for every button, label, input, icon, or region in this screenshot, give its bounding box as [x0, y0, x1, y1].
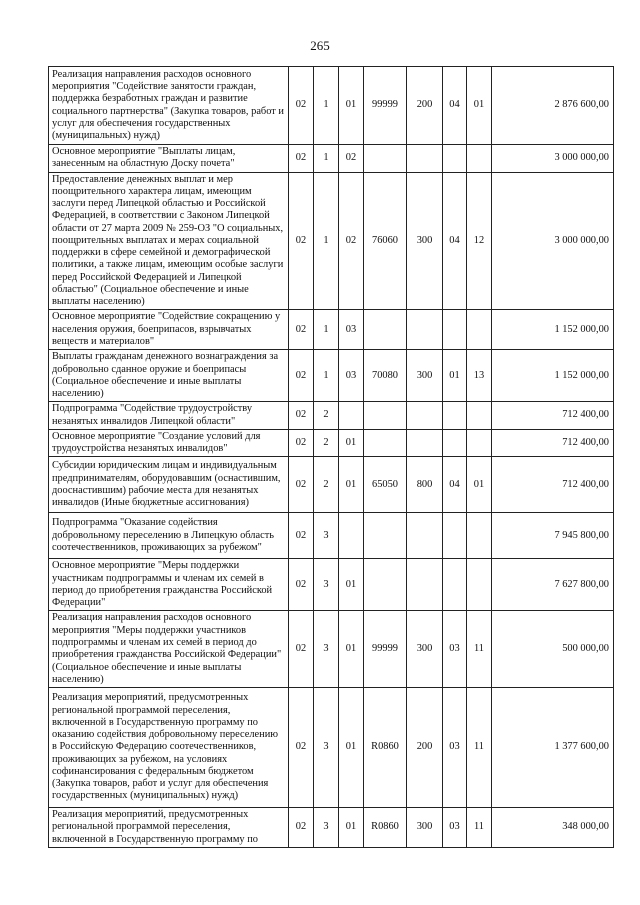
- row-code-cell-c4: [364, 513, 407, 559]
- row-code-cell-c4: 76060: [364, 172, 407, 310]
- row-code-cell-c5: [407, 429, 443, 457]
- row-code-cell-c6: [443, 429, 467, 457]
- row-code-cell-c3: 01: [339, 611, 364, 688]
- table-row: [49, 429, 614, 457]
- row-code-cell-c1: 02: [289, 350, 314, 402]
- row-code-cell-c4: [364, 402, 407, 430]
- row-code-cell-c5: 200: [407, 688, 443, 808]
- row-code-cell-c1: 02: [289, 145, 314, 173]
- row-code-cell-c6: 04: [443, 172, 467, 310]
- row-code-cell-c1: 02: [289, 402, 314, 430]
- row-code-cell-c6: [443, 402, 467, 430]
- row-code-cell-c1: 02: [289, 559, 314, 611]
- row-code-cell-c5: [407, 513, 443, 559]
- row-code-cell-c3: 01: [339, 559, 364, 611]
- row-code-cell-c6: 03: [443, 688, 467, 808]
- row-code-cell-c7: 12: [467, 172, 492, 310]
- row-code-cell-c1: 02: [289, 688, 314, 808]
- row-code-cell-c4: 70080: [364, 350, 407, 402]
- row-code-cell-c2: 3: [314, 559, 339, 611]
- row-code-cell-c3: 01: [339, 808, 364, 848]
- table-row: [49, 559, 614, 611]
- row-amount-cell: 348 000,00: [492, 808, 614, 848]
- row-code-cell-c2: 1: [314, 67, 339, 145]
- row-code-cell-c4: 99999: [364, 611, 407, 688]
- row-code-cell-c7: 01: [467, 67, 492, 145]
- row-code-cell-c4: [364, 559, 407, 611]
- row-code-cell-c5: 300: [407, 350, 443, 402]
- row-name-cell: Субсидии юридическим лицам и индивидуальным предпринимателям, оборудовавшим (оснастившим, дооснастившим) рабочие места для незанятых инвалидов (Иные бюджетные ассигнования): [49, 457, 289, 513]
- row-name-cell: Основное мероприятие "Выплаты лицам, занесенным на областную Доску почета": [49, 145, 289, 173]
- row-code-cell-c1: 02: [289, 310, 314, 350]
- row-code-cell-c2: 3: [314, 611, 339, 688]
- row-name-cell: Реализация мероприятий, предусмотренных региональной программой переселения, включенной в Государственную программу по: [49, 808, 289, 848]
- row-code-cell-c1: 02: [289, 429, 314, 457]
- row-amount-cell: 2 876 600,00: [492, 67, 614, 145]
- row-code-cell-c3: 01: [339, 688, 364, 808]
- row-code-cell-c6: 03: [443, 808, 467, 848]
- row-code-cell-c6: 04: [443, 67, 467, 145]
- row-amount-cell: 1 152 000,00: [492, 310, 614, 350]
- row-code-cell-c2: 3: [314, 513, 339, 559]
- row-code-cell-c3: 01: [339, 67, 364, 145]
- row-amount-cell: 3 000 000,00: [492, 172, 614, 310]
- row-code-cell-c7: 11: [467, 688, 492, 808]
- table-row: [49, 457, 614, 513]
- row-code-cell-c5: 800: [407, 457, 443, 513]
- row-code-cell-c6: [443, 559, 467, 611]
- row-code-cell-c6: 04: [443, 457, 467, 513]
- row-code-cell-c7: [467, 559, 492, 611]
- row-name-cell: Основное мероприятие "Содействие сокращению у населения оружия, боеприпасов, взрывчатых веществ и материалов": [49, 310, 289, 350]
- row-amount-cell: 712 400,00: [492, 402, 614, 430]
- row-code-cell-c6: 01: [443, 350, 467, 402]
- row-amount-cell: 1 152 000,00: [492, 350, 614, 402]
- row-code-cell-c3: 03: [339, 350, 364, 402]
- row-amount-cell: 3 000 000,00: [492, 145, 614, 173]
- row-code-cell-c3: 01: [339, 457, 364, 513]
- table-row: [49, 808, 614, 848]
- row-code-cell-c5: 300: [407, 611, 443, 688]
- row-code-cell-c2: 1: [314, 350, 339, 402]
- row-code-cell-c4: 65050: [364, 457, 407, 513]
- row-code-cell-c1: 02: [289, 513, 314, 559]
- row-code-cell-c6: [443, 513, 467, 559]
- row-code-cell-c1: 02: [289, 611, 314, 688]
- row-code-cell-c5: 200: [407, 67, 443, 145]
- row-name-cell: Предоставление денежных выплат и мер поощрительного характера лицам, имеющим заслуги перед Липецкой областью и Российской Федерацией, в соответствии с Законом Липецкой области от 27 марта 2009 № 259-ОЗ "О социальных, поощрительных выплатах и мерах социальной поддержки в сфере семейной и демографической политики, а также лицам, имеющим особые заслуги перед Российской Федерацией и Липецкой областью" (Социальное обеспечение и иные выплаты населению): [49, 172, 289, 310]
- row-name-cell: Основное мероприятие "Создание условий для трудоустройства незанятых инвалидов": [49, 429, 289, 457]
- row-code-cell-c7: [467, 402, 492, 430]
- row-code-cell-c1: 02: [289, 457, 314, 513]
- row-code-cell-c5: [407, 310, 443, 350]
- row-amount-cell: 500 000,00: [492, 611, 614, 688]
- row-amount-cell: 7 627 800,00: [492, 559, 614, 611]
- row-amount-cell: 712 400,00: [492, 429, 614, 457]
- row-name-cell: Основное мероприятие "Меры поддержки участникам подпрограммы и членам их семей в период до приобретения гражданства Российской Федерации": [49, 559, 289, 611]
- row-code-cell-c7: 11: [467, 611, 492, 688]
- row-code-cell-c3: [339, 402, 364, 430]
- table-row: [49, 67, 614, 145]
- row-code-cell-c2: 2: [314, 402, 339, 430]
- row-code-cell-c2: 2: [314, 429, 339, 457]
- row-code-cell-c7: [467, 429, 492, 457]
- row-code-cell-c4: 99999: [364, 67, 407, 145]
- table-row: [49, 350, 614, 402]
- row-code-cell-c1: 02: [289, 172, 314, 310]
- row-code-cell-c4: [364, 429, 407, 457]
- row-code-cell-c1: 02: [289, 808, 314, 848]
- row-code-cell-c7: 01: [467, 457, 492, 513]
- row-code-cell-c2: 3: [314, 688, 339, 808]
- row-code-cell-c2: 3: [314, 808, 339, 848]
- row-amount-cell: 7 945 800,00: [492, 513, 614, 559]
- row-amount-cell: 712 400,00: [492, 457, 614, 513]
- table-row: [49, 145, 614, 173]
- row-code-cell-c4: [364, 310, 407, 350]
- table-row: [49, 402, 614, 430]
- row-code-cell-c3: 03: [339, 310, 364, 350]
- row-code-cell-c6: 03: [443, 611, 467, 688]
- row-code-cell-c3: 02: [339, 145, 364, 173]
- row-code-cell-c3: 01: [339, 429, 364, 457]
- row-name-cell: Подпрограмма "Содействие трудоустройству незанятых инвалидов Липецкой области": [49, 402, 289, 430]
- row-code-cell-c2: 1: [314, 145, 339, 173]
- table-row: [49, 688, 614, 808]
- table-row: [49, 310, 614, 350]
- row-code-cell-c5: 300: [407, 808, 443, 848]
- row-code-cell-c7: 13: [467, 350, 492, 402]
- row-code-cell-c5: [407, 402, 443, 430]
- row-code-cell-c4: [364, 145, 407, 173]
- row-code-cell-c4: R0860: [364, 688, 407, 808]
- row-code-cell-c6: [443, 145, 467, 173]
- row-name-cell: Реализация мероприятий, предусмотренных региональной программой переселения, включенной в Государственную программу по оказанию содействия добровольному переселению в Российскую Федерацию соотечественников, проживающих за рубежом, на условиях софинансирования с федеральным бюджетом (Закупка товаров, работ и услуг для обеспечения государственных (муниципальных) нужд): [49, 688, 289, 808]
- row-name-cell: Реализация направления расходов основного мероприятия "Меры поддержки участников подпрограммы и членам их семей в период до приобретения гражданства Российской Федерации" (Социальное обеспечение и иные выплаты населению): [49, 611, 289, 688]
- row-code-cell-c7: 11: [467, 808, 492, 848]
- row-code-cell-c3: 02: [339, 172, 364, 310]
- row-amount-cell: 1 377 600,00: [492, 688, 614, 808]
- row-code-cell-c6: [443, 310, 467, 350]
- row-code-cell-c7: [467, 513, 492, 559]
- row-code-cell-c4: R0860: [364, 808, 407, 848]
- row-code-cell-c7: [467, 310, 492, 350]
- row-name-cell: Реализация направления расходов основного мероприятия "Содействие занятости граждан, поддержка безработных граждан и развитие социального партнерства" (Закупка товаров, работ и услуг для обеспечения государственных (муниципальных) нужд): [49, 67, 289, 145]
- row-code-cell-c2: 2: [314, 457, 339, 513]
- row-name-cell: Подпрограмма "Оказание содействия добровольному переселению в Липецкую область соотечественников, проживающих за рубежом": [49, 513, 289, 559]
- row-code-cell-c1: 02: [289, 67, 314, 145]
- row-code-cell-c2: 1: [314, 172, 339, 310]
- row-code-cell-c2: 1: [314, 310, 339, 350]
- row-code-cell-c3: [339, 513, 364, 559]
- table-row: [49, 172, 614, 310]
- row-code-cell-c5: [407, 145, 443, 173]
- row-name-cell: Выплаты гражданам денежного вознаграждения за добровольно сданное оружие и боеприпасы (Социальное обеспечение и иные выплаты населению): [49, 350, 289, 402]
- budget-table: [48, 66, 614, 848]
- table-row: [49, 513, 614, 559]
- row-code-cell-c5: 300: [407, 172, 443, 310]
- page-number: 265: [310, 38, 330, 53]
- table-row: [49, 611, 614, 688]
- row-code-cell-c7: [467, 145, 492, 173]
- row-code-cell-c5: [407, 559, 443, 611]
